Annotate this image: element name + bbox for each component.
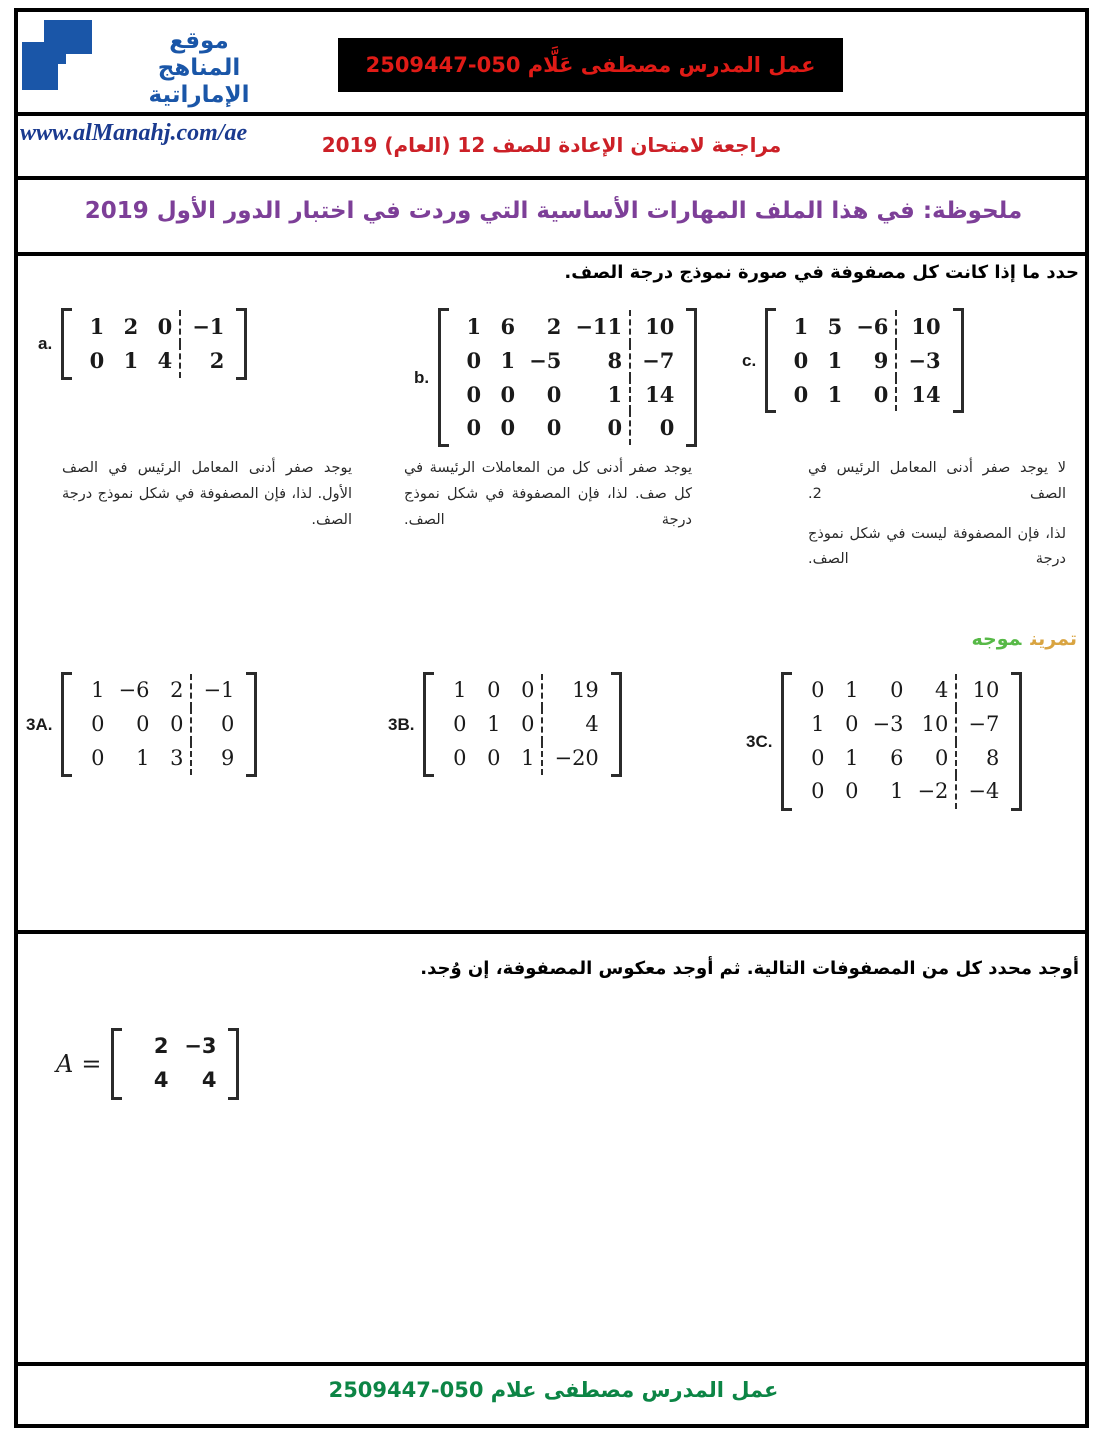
cell: 0 — [500, 381, 516, 407]
cell: 1 — [136, 745, 150, 770]
table-row — [797, 674, 1006, 708]
cell: 0 — [546, 415, 562, 441]
cell: 0 — [487, 678, 501, 702]
cell: 0 — [500, 415, 516, 441]
table-row — [77, 708, 241, 742]
matrix-3c-label: 3C. — [746, 731, 773, 751]
cell: 4 — [935, 678, 949, 702]
cell: 0 — [191, 708, 241, 742]
table-row — [77, 742, 241, 776]
table-row — [439, 674, 605, 708]
matrix-3b — [388, 672, 622, 777]
cell: 10 — [630, 310, 681, 344]
table-row — [439, 708, 605, 742]
cell: −11 — [575, 314, 623, 339]
cell: 0 — [453, 745, 467, 770]
cell: 1 — [91, 678, 105, 702]
cell: 0 — [845, 711, 859, 736]
explanation-b-paragraph: يوجد صفر أدنى كل من المعاملات الرئيسة في كل صف. لذا، فإن المصفوفة في شكل نموذج درجة الصف. — [404, 460, 692, 528]
section2-divider — [18, 930, 1085, 934]
table-row — [797, 775, 1006, 809]
cell: 10 — [956, 674, 1006, 708]
cell: 1 — [845, 745, 859, 770]
cell: 0 — [136, 711, 150, 736]
cell: 1 — [811, 711, 825, 736]
table-row — [781, 344, 947, 378]
logo-line-2: المناهج الإماراتية — [148, 55, 250, 109]
cell: 10 — [921, 711, 949, 736]
explanation-c-paragraph-1: لا يوجد صفر أدنى المعامل الرئيس في الصف 2. — [808, 460, 1066, 502]
cell: 2 — [546, 314, 562, 339]
table-row — [454, 378, 681, 412]
header-rule-top — [18, 112, 1085, 116]
cell: 0 — [811, 678, 825, 702]
matrix-A-name: A — [56, 1049, 74, 1078]
table-row — [454, 344, 681, 378]
cell: 4 — [157, 347, 173, 373]
cell: 0 — [487, 745, 501, 770]
cell: 0 — [630, 411, 681, 445]
almanahj-logo-icon — [22, 20, 98, 96]
cell: 5 — [827, 314, 843, 339]
cell: −20 — [542, 742, 605, 776]
table-row — [797, 742, 1006, 776]
cell: 1 — [466, 314, 482, 339]
note-rule — [18, 252, 1085, 256]
cell: 1 — [827, 347, 843, 373]
cell: −1 — [191, 674, 241, 708]
cell: 0 — [170, 711, 184, 736]
cell: 0 — [873, 381, 889, 407]
table-row — [781, 378, 947, 412]
cell: 0 — [811, 745, 825, 770]
cell: −5 — [529, 347, 562, 373]
table-row — [439, 742, 605, 776]
matrix-3b-grid — [439, 674, 605, 775]
table-row — [454, 310, 681, 344]
cell: 0 — [890, 678, 904, 702]
matrix-3c — [746, 672, 1022, 811]
cell: 14 — [630, 378, 681, 412]
matrix-A-brackets — [111, 1028, 239, 1100]
footer-credit: عمل المدرس مصطفى علام 050-2509447 — [328, 1378, 779, 1402]
logo-line-1: موقع — [169, 28, 229, 54]
cell: 0 — [546, 381, 562, 407]
cell: 8 — [607, 347, 623, 373]
cell: 0 — [845, 779, 859, 804]
cell: 0 — [466, 347, 482, 373]
table-row — [77, 310, 231, 344]
cell: 8 — [956, 742, 1006, 776]
matrix-3c-brackets — [781, 672, 1022, 811]
matrix-3b-brackets — [423, 672, 621, 777]
cell: 4 — [542, 708, 605, 742]
matrix-a-label: a. — [38, 333, 53, 353]
cell: 14 — [896, 378, 947, 412]
guided-practice-heading — [972, 628, 1077, 650]
cell: −2 — [917, 779, 949, 804]
guided-practice-word-2: موجه — [971, 628, 1022, 650]
cell: −1 — [180, 310, 231, 344]
footer-divider — [18, 1362, 1085, 1366]
cell: 1 — [453, 678, 467, 702]
matrix-a-grid — [77, 310, 231, 378]
matrix-c-brackets — [765, 308, 963, 413]
explanation-a-paragraph: يوجد صفر أدنى المعامل الرئيس في الصف الأول. لذا، فإن المصفوفة في شكل نموذج درجة الصف. — [62, 460, 352, 528]
cell: 0 — [157, 314, 173, 339]
teacher-contact-text: عمل المدرس مصطفى عَلَّام 050-2509447 — [365, 53, 816, 77]
cell: 10 — [896, 310, 947, 344]
matrix-3b-label: 3B. — [388, 714, 415, 734]
table-row — [127, 1030, 223, 1064]
document-subtitle: مراجعة لامتحان الإعادة للصف 12 (العام) 2019 — [321, 133, 782, 157]
cell: 1 — [487, 711, 501, 736]
cell: 9 — [873, 347, 889, 373]
cell: −3 — [184, 1034, 217, 1058]
explanation-c-paragraph-2: لذا، فإن المصفوفة ليست في شكل نموذج درجة الصف. — [808, 525, 1066, 568]
cell: 0 — [91, 711, 105, 736]
matrix-a-brackets — [61, 308, 247, 380]
cell: 6 — [500, 314, 516, 339]
cell: 0 — [793, 381, 809, 407]
cell: −6 — [856, 314, 889, 339]
cell: 0 — [935, 745, 949, 770]
matrix-3c-grid — [797, 674, 1006, 809]
document-note: ملحوظة: في هذا الملف المهارات الأساسية التي وردت في اختبار الدور الأول 2019 — [84, 198, 1023, 224]
cell: 1 — [890, 779, 904, 804]
cell: 9 — [191, 742, 241, 776]
matrix-c-label: c. — [742, 350, 757, 370]
cell: 0 — [521, 711, 535, 736]
cell: 4 — [201, 1067, 217, 1092]
cell: −7 — [956, 708, 1006, 742]
cell: −3 — [872, 711, 904, 736]
cell: 0 — [453, 711, 467, 736]
cell: 1 — [607, 381, 623, 407]
matrix-A-grid — [127, 1030, 223, 1098]
cell: 19 — [542, 674, 605, 708]
cell: 0 — [91, 745, 105, 770]
matrix-b — [414, 308, 697, 447]
cell: 1 — [89, 314, 105, 339]
cell: 6 — [890, 745, 904, 770]
cell: 2 — [180, 344, 231, 378]
cell: −7 — [630, 344, 681, 378]
header-rule-bottom — [18, 176, 1085, 180]
cell: −4 — [956, 775, 1006, 809]
matrix-A-equation — [56, 1028, 239, 1100]
cell: 2 — [170, 678, 184, 702]
cell: 0 — [607, 415, 623, 441]
explanation-c — [808, 456, 1066, 573]
section2-instruction: أوجد محدد كل من المصفوفات التالية. ثم أوجد معكوس المصفوفة، إن وُجد. — [420, 958, 1079, 979]
matrix-3a-grid — [77, 674, 241, 775]
logo-wordmark — [104, 28, 294, 109]
table-row — [454, 411, 681, 445]
cell: 2 — [153, 1034, 169, 1058]
matrix-3a — [26, 672, 257, 777]
cell: −3 — [896, 344, 947, 378]
matrix-b-grid — [454, 310, 681, 445]
matrix-b-label: b. — [414, 367, 430, 387]
table-row — [781, 310, 947, 344]
cell: 1 — [845, 678, 859, 702]
cell: 0 — [521, 678, 535, 702]
cell: 1 — [521, 745, 535, 770]
site-url-link[interactable]: www.alManahj.com/ae — [20, 120, 248, 146]
table-row — [77, 344, 231, 378]
explanation-a — [62, 456, 352, 533]
cell: −6 — [118, 678, 150, 702]
matrix-a — [38, 308, 247, 380]
section1-instruction: حدد ما إذا كانت كل مصفوفة في صورة نموذج درجة الصف. — [564, 262, 1079, 283]
matrix-3a-brackets — [61, 672, 257, 777]
cell: 1 — [793, 314, 809, 339]
explanation-b — [404, 456, 692, 533]
matrix-c-grid — [781, 310, 947, 411]
matrix-3a-label: 3A. — [26, 714, 53, 734]
cell: 2 — [123, 314, 139, 339]
cell: 3 — [170, 745, 184, 770]
cell: 0 — [89, 347, 105, 373]
cell: 1 — [123, 347, 139, 373]
teacher-contact-banner — [338, 38, 843, 92]
matrix-b-brackets — [438, 308, 697, 447]
cell: 0 — [811, 779, 825, 804]
cell: 1 — [827, 381, 843, 407]
table-row — [797, 708, 1006, 742]
table-row — [77, 674, 241, 708]
matrix-c — [742, 308, 964, 413]
cell: 4 — [153, 1067, 169, 1092]
cell: 1 — [500, 347, 516, 373]
cell: 0 — [793, 347, 809, 373]
cell: 0 — [466, 381, 482, 407]
page-header — [18, 12, 1085, 116]
equals-sign: = — [81, 1049, 102, 1078]
cell: 0 — [466, 415, 482, 441]
table-row — [127, 1064, 223, 1098]
guided-practice-word-1: تمرين — [1030, 628, 1077, 650]
